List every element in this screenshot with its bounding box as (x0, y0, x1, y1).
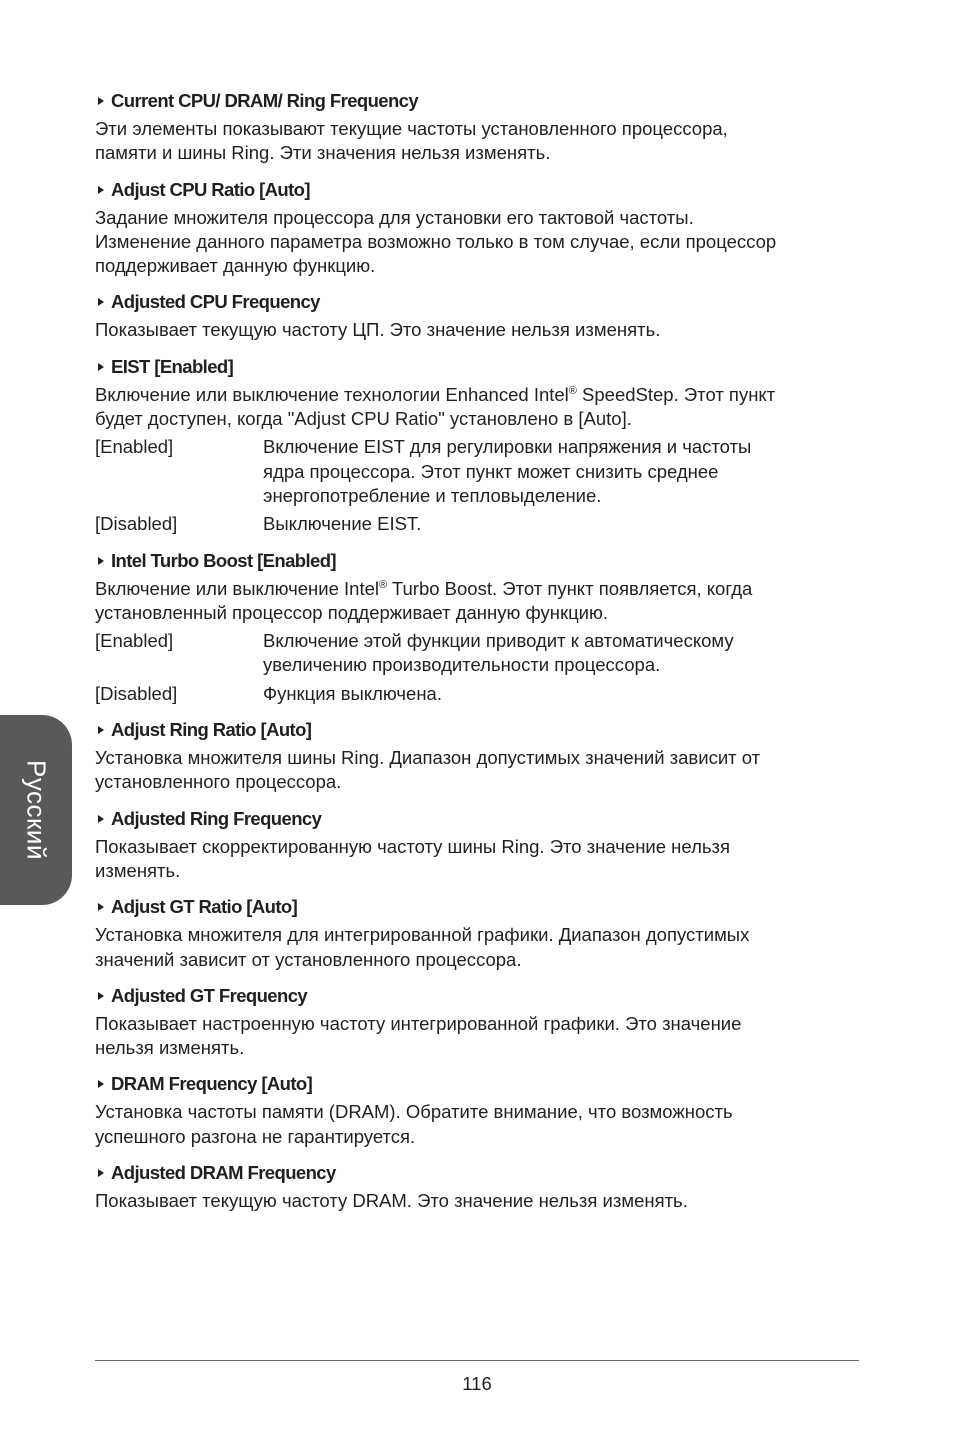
bullet-arrow-icon (98, 992, 104, 1000)
option-description: Включение EIST для регулировки напряжения и частоты ядра процессора. Этот пункт может снизить среднее энергопотребление и тепловыделение. (263, 436, 752, 506)
section-heading: Adjust CPU Ratio [Auto] (95, 177, 855, 203)
option-description: Функция выключена. (263, 682, 442, 704)
section-description: Задание множителя процессора для установки его тактовой частоты. Изменение данного параметра возможно только в том случае, если процессор поддерживает данную функцию. (95, 206, 777, 277)
section-heading: Adjusted Ring Frequency (95, 806, 855, 832)
bullet-arrow-icon (98, 97, 104, 105)
section-heading: Adjust GT Ratio [Auto] (95, 894, 855, 920)
section-adjusted-cpu-frequency (95, 289, 855, 342)
section-dram-frequency (95, 1071, 855, 1149)
bullet-arrow-icon (98, 1169, 104, 1177)
section-heading: Adjusted GT Frequency (95, 983, 855, 1009)
section-heading: Current CPU/ DRAM/ Ring Frequency (95, 88, 855, 114)
bullet-arrow-icon (98, 815, 104, 823)
page-content (95, 88, 855, 1224)
page-number: 116 (462, 1373, 492, 1394)
section-description: Установка множителя шины Ring. Диапазон допустимых значений зависит от установленного процессора. (95, 747, 761, 793)
option-key: [Enabled] (95, 630, 174, 652)
section-eist (95, 354, 855, 537)
option-row-disabled (95, 512, 855, 536)
language-tab-label: Русский (21, 760, 52, 860)
section-heading: DRAM Frequency [Auto] (95, 1071, 855, 1097)
language-side-tab (0, 715, 72, 905)
section-description: Установка множителя для интегрированной графики. Диапазон допустимых значений зависит от установленного процессора. (95, 924, 750, 970)
section-description: Показывает текущую частоту DRAM. Это значение нельзя изменять. (95, 1190, 688, 1212)
section-intel-turbo-boost (95, 548, 855, 706)
section-description: Показывает скорректированную частоту шины Ring. Это значение нельзя изменять. (95, 835, 730, 881)
option-row-disabled (95, 682, 855, 706)
section-description: Показывает текущую частоту ЦП. Это значение нельзя изменять. (95, 319, 661, 341)
bullet-arrow-icon (98, 903, 104, 911)
option-key: [Disabled] (95, 682, 178, 704)
section-adjust-gt-ratio (95, 894, 855, 972)
section-adjust-ring-ratio (95, 717, 855, 795)
section-description: Установка частоты памяти (DRAM). Обратите внимание, что возможность успешного разгона не гарантируется. (95, 1101, 733, 1147)
section-description: Включение или выключение Intel® Turbo Boost. Этот пункт появляется, когда установленный процессор поддерживает данную функцию. (95, 577, 753, 623)
option-key: [Enabled] (95, 436, 174, 458)
bullet-arrow-icon (98, 363, 104, 371)
section-heading: Adjusted DRAM Frequency (95, 1160, 855, 1186)
option-key: [Disabled] (95, 513, 178, 535)
section-description: Показывает настроенную частоту интегрированной графики. Это значение нельзя изменять. (95, 1012, 742, 1059)
section-description: Эти элементы показывают текущие частоты установленного процессора, памяти и шины Ring. Эти значения нельзя изменять. (95, 118, 728, 164)
section-adjusted-dram-frequency (95, 1160, 855, 1213)
section-adjusted-ring-frequency (95, 806, 855, 884)
bullet-arrow-icon (98, 1080, 104, 1088)
section-heading: Adjusted CPU Frequency (95, 289, 855, 315)
option-description: Выключение EIST. (263, 513, 422, 535)
bullet-arrow-icon (98, 298, 104, 306)
section-heading: EIST [Enabled] (95, 354, 855, 380)
registered-mark: ® (568, 384, 577, 397)
section-current-frequency (95, 88, 855, 166)
footer-divider (95, 1360, 859, 1361)
section-description: Включение или выключение технологии Enhanced Intel® SpeedStep. Этот пункт будет доступен, когда "Adjust CPU Ratio" установлено в [Auto]. (95, 383, 776, 430)
option-description: Включение этой функции приводит к автоматическому увеличению производительности процессора. (263, 630, 734, 676)
option-row-enabled (95, 629, 855, 678)
bullet-arrow-icon (98, 557, 104, 565)
section-adjust-cpu-ratio (95, 177, 855, 279)
section-adjusted-gt-frequency (95, 983, 855, 1061)
section-heading: Intel Turbo Boost [Enabled] (95, 548, 855, 574)
section-heading: Adjust Ring Ratio [Auto] (95, 717, 855, 743)
bullet-arrow-icon (98, 726, 104, 734)
bullet-arrow-icon (98, 186, 104, 194)
registered-mark: ® (378, 578, 388, 591)
option-row-enabled (95, 435, 855, 508)
